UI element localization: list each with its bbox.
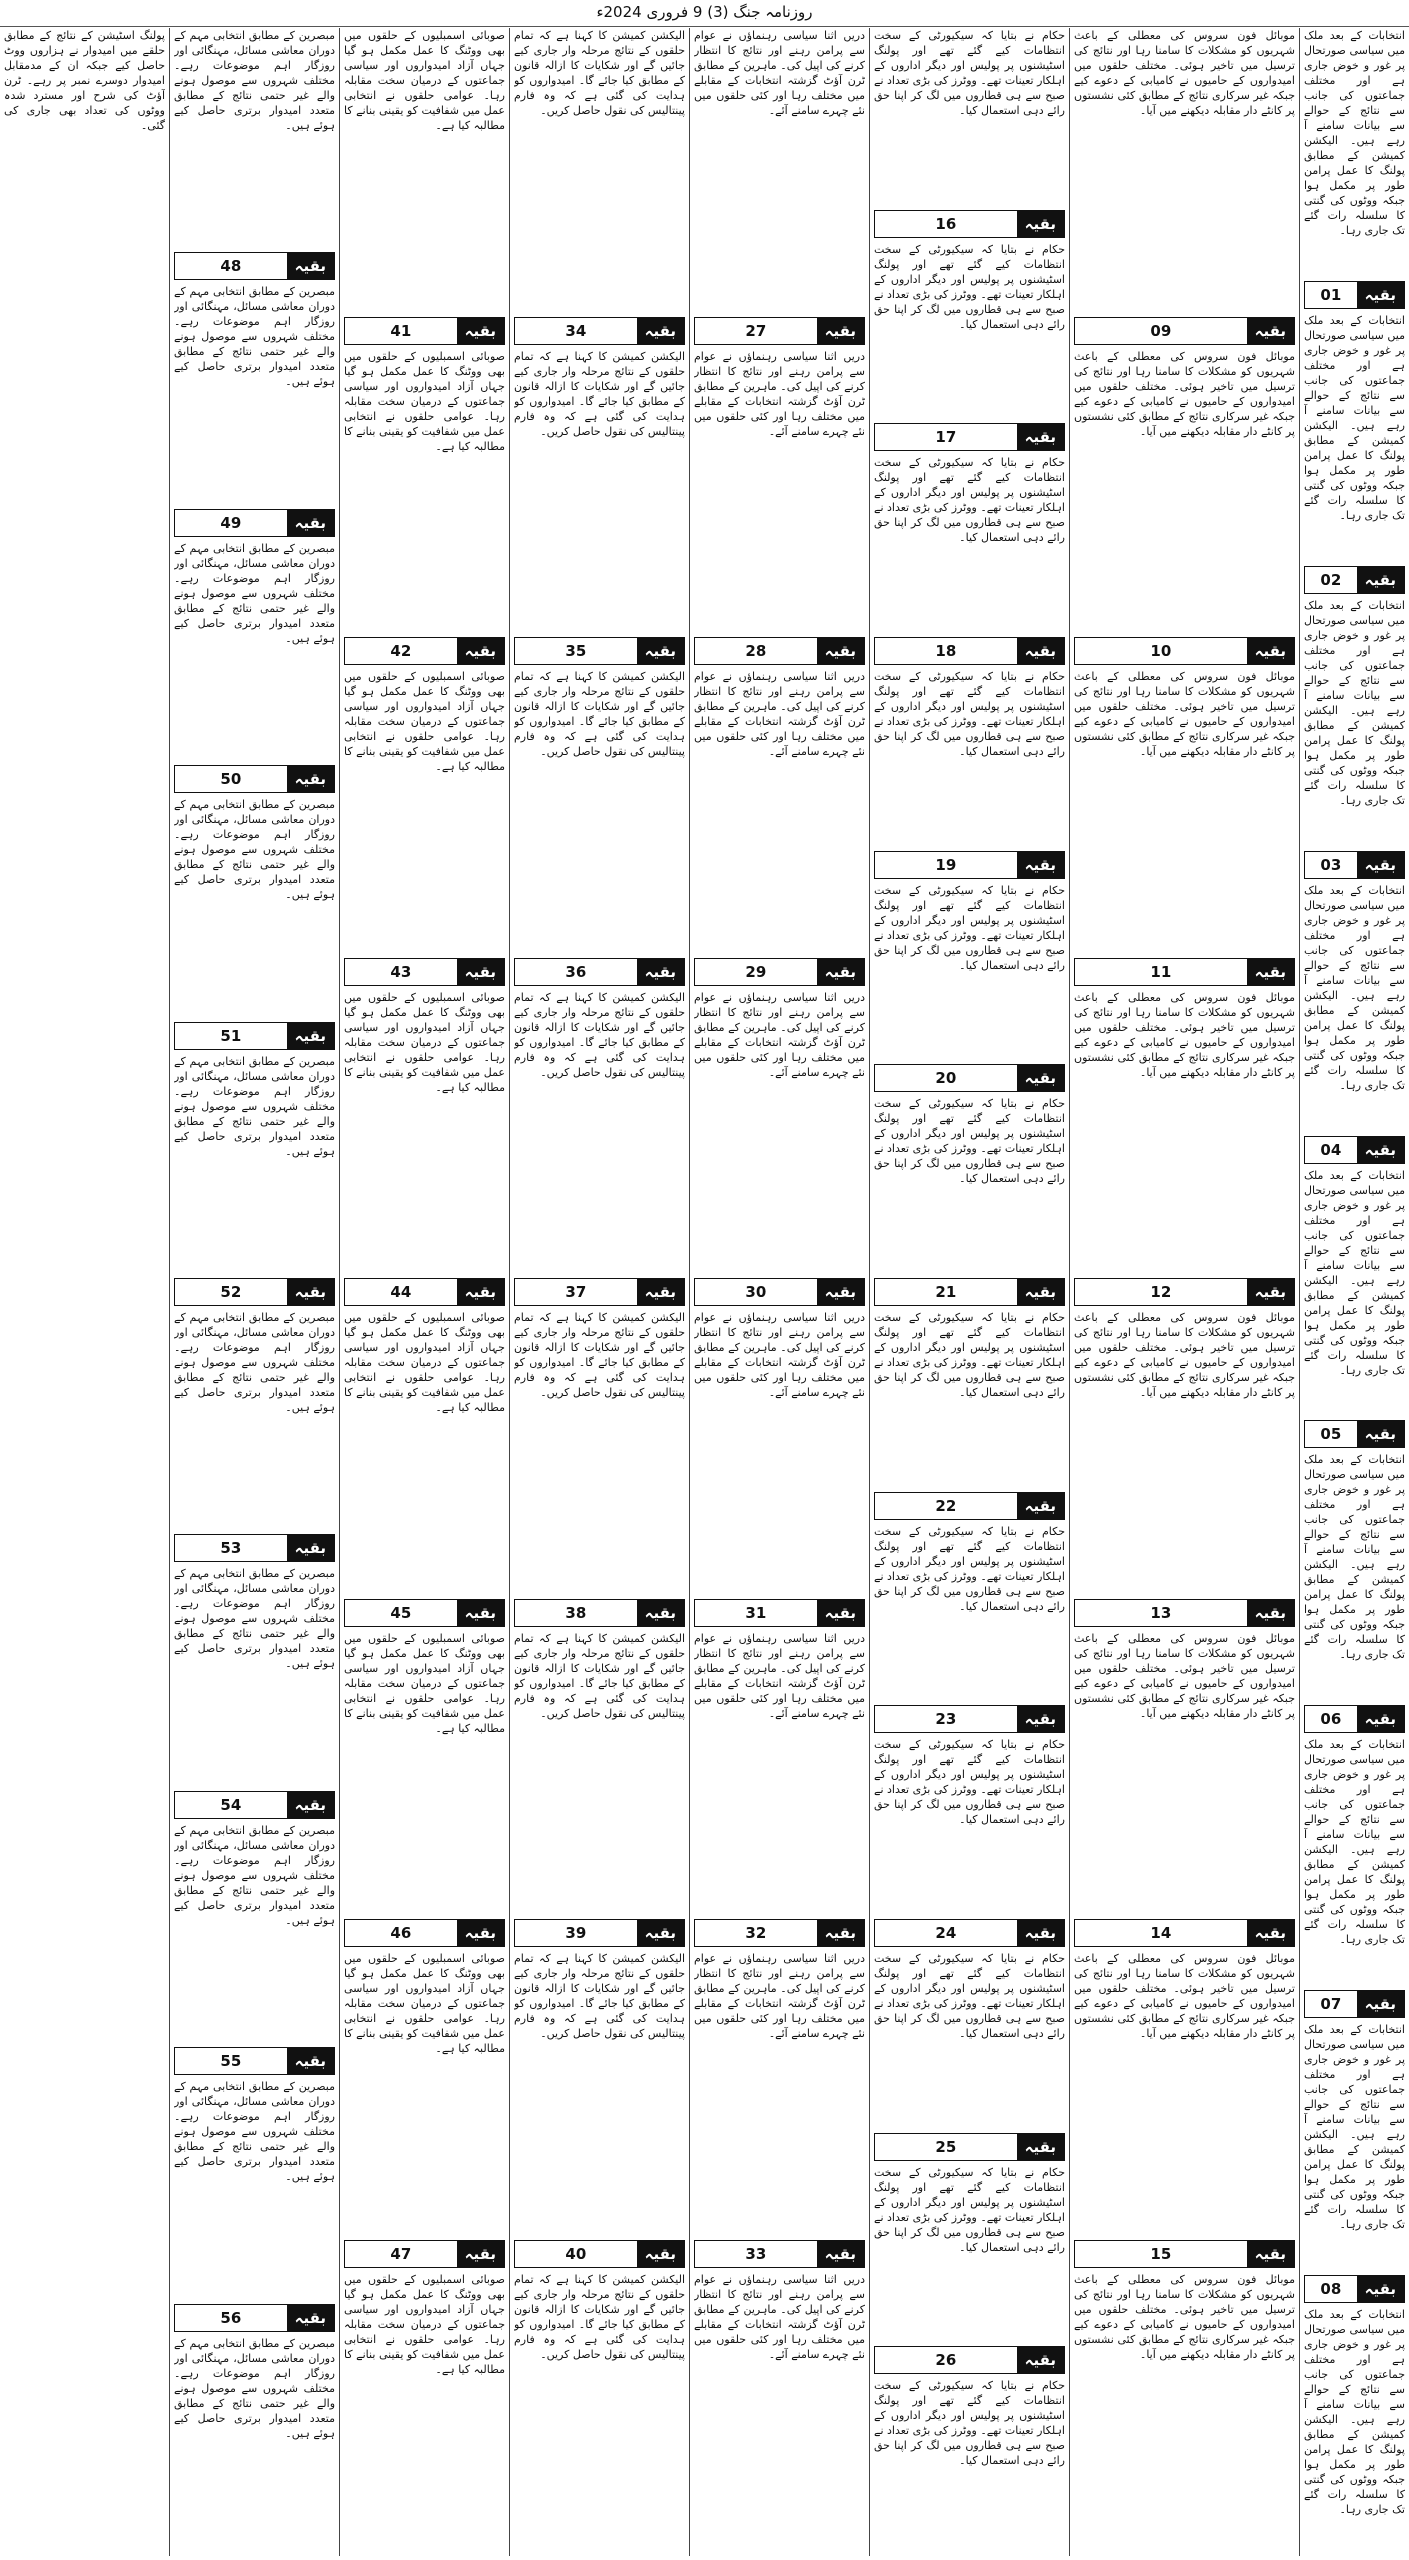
column-3: [869, 28, 1069, 2556]
continuation-marker: [344, 2240, 505, 2268]
article-text: مبصرین کے مطابق انتخابی مہم کے دوران معاشی مسائل، مہنگائی اور روزگار اہم موضوعات رہے۔ مختلف شہروں سے موصول ہونے والے غیر حتمی نتائج کے مطابق متعدد امیدوار برتری حاصل کیے ہوئے ہیں۔: [174, 1311, 335, 1415]
continuation-label: بقیہ: [817, 638, 864, 664]
article-text: انتخابات کے بعد ملک میں سیاسی صورتحال پر غور و خوض جاری ہے اور مختلف جماعتوں کی جانب سے نتائج کے حوالے سے بیانات سامنے آ رہے ہیں۔ الیکشن کمیشن کے مطابق پولنگ کا عمل پرامن طور پر مکمل ہوا جبکہ ووٹوں کی گنتی کا سلسلہ رات گئے تک جاری رہا۔: [1304, 1738, 1405, 1947]
article-text: پولنگ اسٹیشن کے نتائج کے مطابق حلقے میں امیدوار نے ہزاروں ووٹ حاصل کیے جبکہ ان کے مدمقابل امیدوار دوسرے نمبر پر رہے۔ ٹرن آؤٹ کی شرح اور مسترد شدہ ووٹوں کی تعداد بھی جاری کی گئی۔: [4, 29, 165, 132]
continuation-label: بقیہ: [1357, 852, 1404, 878]
continuation-marker: [1074, 1919, 1295, 1947]
continuation-marker: [344, 637, 505, 665]
continuation-number: 28: [745, 642, 767, 660]
column-content: [694, 28, 865, 2556]
article-text: مبصرین کے مطابق انتخابی مہم کے دوران معاشی مسائل، مہنگائی اور روزگار اہم موضوعات رہے۔ مختلف شہروں سے موصول ہونے والے غیر حتمی نتائج کے مطابق متعدد امیدوار برتری حاصل کیے ہوئے ہیں۔: [174, 29, 335, 132]
continuation-marker: [694, 317, 865, 345]
column-content: [1304, 28, 1405, 2556]
continuation-number: 24: [935, 1924, 957, 1943]
article-text: الیکشن کمیشن کا کہنا ہے کہ تمام حلقوں کے نتائج مرحلہ وار جاری کیے جائیں گے اور شکایات کا ازالہ قانون کے مطابق کیا جائے گا۔ امیدواروں کو ہدایت کی گئی ہے کہ وہ فارم پینتالیس کی نقول حاصل کریں۔: [514, 2272, 685, 2361]
article-text: انتخابات کے بعد ملک میں سیاسی صورتحال پر غور و خوض جاری ہے اور مختلف جماعتوں کی جانب سے نتائج کے حوالے سے بیانات سامنے آ رہے ہیں۔ الیکشن کمیشن کے مطابق پولنگ کا عمل پرامن طور پر مکمل ہوا جبکہ ووٹوں کی گنتی کا سلسلہ رات گئے تک جاری رہا۔: [1304, 313, 1405, 522]
article-text: الیکشن کمیشن کا کہنا ہے کہ تمام حلقوں کے نتائج مرحلہ وار جاری کیے جائیں گے اور شکایات کا ازالہ قانون کے مطابق کیا جائے گا۔ امیدواروں کو ہدایت کی گئی ہے کہ وہ فارم پینتالیس کی نقول حاصل کریں۔: [514, 990, 685, 1079]
continuation-label: بقیہ: [637, 959, 684, 985]
article-text: دریں اثنا سیاسی رہنماؤں نے عوام سے پرامن رہنے اور نتائج کا انتظار کرنے کی اپیل کی۔ ماہرین کے مطابق ٹرن آؤٹ گزشتہ انتخابات کے مقابلے میں مختلف رہا اور کئی حلقوں میں نئے چہرے سامنے آئے۔: [694, 1952, 865, 2040]
continuation-number: 25: [935, 2137, 957, 2156]
article-text: دریں اثنا سیاسی رہنماؤں نے عوام سے پرامن رہنے اور نتائج کا انتظار کرنے کی اپیل کی۔ ماہرین کے مطابق ٹرن آؤٹ گزشتہ انتخابات کے مقابلے میں مختلف رہا اور کئی حلقوں میں نئے چہرے سامنے آئے۔: [694, 670, 865, 758]
continuation-label: بقیہ: [817, 2241, 864, 2267]
continuation-label: بقیہ: [817, 1600, 864, 1626]
continuation-marker: [174, 1791, 335, 1819]
continuation-number: 38: [565, 1603, 587, 1622]
continuation-marker: [694, 1919, 865, 1947]
article-text: الیکشن کمیشن کا کہنا ہے کہ تمام حلقوں کے نتائج مرحلہ وار جاری کیے جائیں گے اور شکایات کا ازالہ قانون کے مطابق کیا جائے گا۔ امیدواروں کو ہدایت کی گئی ہے کہ وہ فارم پینتالیس کی نقول حاصل کریں۔: [514, 349, 685, 438]
article-text: موبائل فون سروس کی معطلی کے باعث شہریوں کو مشکلات کا سامنا رہا اور نتائج کی ترسیل میں تاخیر ہوئی۔ مختلف حلقوں میں امیدواروں کے حامیوں نے کامیابی کے دعوے کیے جبکہ غیر سرکاری نتائج کے مطابق کئی نشستوں پر کانٹے دار مقابلہ دیکھنے میں آیا۔: [1074, 2272, 1295, 2361]
continuation-marker: [174, 1534, 335, 1562]
continuation-number: 32: [745, 1924, 767, 1942]
continuation-number: 04: [1320, 1140, 1342, 1159]
column-content: [1074, 28, 1295, 2556]
column-5: [509, 28, 689, 2556]
article-text: الیکشن کمیشن کا کہنا ہے کہ تمام حلقوں کے نتائج مرحلہ وار جاری کیے جائیں گے اور شکایات کا ازالہ قانون کے مطابق کیا جائے گا۔ امیدواروں کو ہدایت کی گئی ہے کہ وہ فارم پینتالیس کی نقول حاصل کریں۔: [514, 1631, 685, 1720]
article-text: مبصرین کے مطابق انتخابی مہم کے دوران معاشی مسائل، مہنگائی اور روزگار اہم موضوعات رہے۔ مختلف شہروں سے موصول ہونے والے غیر حتمی نتائج کے مطابق متعدد امیدوار برتری حاصل کیے ہوئے ہیں۔: [174, 798, 335, 902]
continuation-label: بقیہ: [817, 1279, 864, 1305]
continuation-label: بقیہ: [1017, 2347, 1064, 2373]
continuation-marker: [174, 509, 335, 537]
article-text: حکام نے بتایا کہ سیکیورٹی کے سخت انتظامات کیے گئے تھے اور پولنگ اسٹیشنوں پر پولیس اور دیگر اداروں کے اہلکار تعینات تھے۔ ووٹرز کی بڑی تعداد نے صبح سے ہی قطاروں میں لگ کر اپنا حق رائے دہی استعمال کیا۔: [874, 456, 1065, 545]
article-text: صوبائی اسمبلیوں کے حلقوں میں بھی ووٹنگ کا عمل مکمل ہو گیا جہاں آزاد امیدواروں اور سیاسی جماعتوں کے درمیان سخت مقابلہ رہا۔ عوامی حلقوں نے انتخابی عمل میں شفافیت کو یقینی بنانے کا مطالبہ کیا ہے۔: [344, 990, 505, 1094]
continuation-marker: [874, 851, 1065, 879]
continuation-number: 05: [1320, 1425, 1342, 1444]
continuation-number: 01: [1320, 285, 1342, 304]
continuation-label: بقیہ: [1247, 1920, 1294, 1946]
continuation-label: بقیہ: [1017, 638, 1064, 664]
article-text: الیکشن کمیشن کا کہنا ہے کہ تمام حلقوں کے نتائج مرحلہ وار جاری کیے جائیں گے اور شکایات کا ازالہ قانون کے مطابق کیا جائے گا۔ امیدواروں کو ہدایت کی گئی ہے کہ وہ فارم پینتالیس کی نقول حاصل کریں۔: [514, 670, 685, 758]
article-text: دریں اثنا سیاسی رہنماؤں نے عوام سے پرامن رہنے اور نتائج کا انتظار کرنے کی اپیل کی۔ ماہرین کے مطابق ٹرن آؤٹ گزشتہ انتخابات کے مقابلے میں مختلف رہا اور کئی حلقوں میں نئے چہرے سامنے آئے۔: [694, 29, 865, 117]
continuation-number: 19: [935, 855, 957, 874]
continuation-number: 45: [390, 1603, 412, 1622]
continuation-marker: [1074, 1599, 1295, 1627]
continuation-label: بقیہ: [1357, 1991, 1404, 2017]
continuation-marker: [1304, 281, 1405, 309]
article-text: حکام نے بتایا کہ سیکیورٹی کے سخت انتظامات کیے گئے تھے اور پولنگ اسٹیشنوں پر پولیس اور دیگر اداروں کے اہلکار تعینات تھے۔ ووٹرز کی بڑی تعداد نے صبح سے ہی قطاروں میں لگ کر اپنا حق رائے دہی استعمال کیا۔: [874, 2379, 1065, 2468]
continuation-marker: [874, 1919, 1065, 1947]
continuation-label: بقیہ: [1247, 1600, 1294, 1626]
continuation-number: 07: [1320, 1995, 1342, 2014]
continuation-label: بقیہ: [457, 638, 504, 664]
article-text: حکام نے بتایا کہ سیکیورٹی کے سخت انتظامات کیے گئے تھے اور پولنگ اسٹیشنوں پر پولیس اور دیگر اداروں کے اہلکار تعینات تھے۔ ووٹرز کی بڑی تعداد نے صبح سے ہی قطاروں میں لگ کر اپنا حق رائے دہی استعمال کیا۔: [874, 670, 1065, 759]
article-text: موبائل فون سروس کی معطلی کے باعث شہریوں کو مشکلات کا سامنا رہا اور نتائج کی ترسیل میں تاخیر ہوئی۔ مختلف حلقوں میں امیدواروں کے حامیوں نے کامیابی کے دعوے کیے جبکہ غیر سرکاری نتائج کے مطابق کئی نشستوں پر کانٹے دار مقابلہ دیکھنے میں آیا۔: [1074, 670, 1295, 758]
continuation-number: 43: [390, 962, 412, 981]
continuation-number: 53: [220, 1539, 242, 1558]
continuation-label: بقیہ: [1017, 1706, 1064, 1732]
continuation-number: 03: [1320, 855, 1342, 874]
continuation-label: بقیہ: [287, 2305, 334, 2331]
article-text: انتخابات کے بعد ملک میں سیاسی صورتحال پر غور و خوض جاری ہے اور مختلف جماعتوں کی جانب سے نتائج کے حوالے سے بیانات سامنے آ رہے ہیں۔ الیکشن کمیشن کے مطابق پولنگ کا عمل پرامن طور پر مکمل ہوا جبکہ ووٹوں کی گنتی کا سلسلہ رات گئے تک جاری رہا۔: [1304, 598, 1405, 807]
continuation-label: بقیہ: [1017, 1920, 1064, 1946]
column-content: [874, 28, 1065, 2556]
continuation-marker: [514, 2240, 685, 2268]
continuation-number: 30: [745, 1283, 767, 1301]
continuation-marker: [344, 1599, 505, 1627]
continuation-number: 11: [1150, 962, 1172, 981]
continuation-label: بقیہ: [457, 318, 504, 344]
continuation-marker: [874, 423, 1065, 451]
continuation-marker: [874, 637, 1065, 665]
article-text: حکام نے بتایا کہ سیکیورٹی کے سخت انتظامات کیے گئے تھے اور پولنگ اسٹیشنوں پر پولیس اور دیگر اداروں کے اہلکار تعینات تھے۔ ووٹرز کی بڑی تعداد نے صبح سے ہی قطاروں میں لگ کر اپنا حق رائے دہی استعمال کیا۔: [874, 1738, 1065, 1827]
continuation-label: بقیہ: [1017, 211, 1064, 237]
continuation-marker: [1304, 1136, 1405, 1164]
continuation-number: 09: [1150, 321, 1172, 340]
continuation-marker: [1074, 1278, 1295, 1306]
continuation-marker: [694, 2240, 865, 2268]
article-text: انتخابات کے بعد ملک میں سیاسی صورتحال پر غور و خوض جاری ہے اور مختلف جماعتوں کی جانب سے نتائج کے حوالے سے بیانات سامنے آ رہے ہیں۔ الیکشن کمیشن کے مطابق پولنگ کا عمل پرامن طور پر مکمل ہوا جبکہ ووٹوں کی گنتی کا سلسلہ رات گئے تک جاری رہا۔: [1304, 29, 1405, 237]
article-text: صوبائی اسمبلیوں کے حلقوں میں بھی ووٹنگ کا عمل مکمل ہو گیا جہاں آزاد امیدواروں اور سیاسی جماعتوں کے درمیان سخت مقابلہ رہا۔ عوامی حلقوں نے انتخابی عمل میں شفافیت کو یقینی بنانے کا مطالبہ کیا ہے۔: [344, 349, 505, 453]
continuation-label: بقیہ: [287, 253, 334, 279]
continuation-marker: [1074, 958, 1295, 986]
continuation-label: بقیہ: [817, 318, 864, 344]
article-text: حکام نے بتایا کہ سیکیورٹی کے سخت انتظامات کیے گئے تھے اور پولنگ اسٹیشنوں پر پولیس اور دیگر اداروں کے اہلکار تعینات تھے۔ ووٹرز کی بڑی تعداد نے صبح سے ہی قطاروں میں لگ کر اپنا حق رائے دہی استعمال کیا۔: [874, 883, 1065, 972]
continuation-number: 14: [1150, 1924, 1172, 1942]
continuation-marker: [344, 317, 505, 345]
article-text: انتخابات کے بعد ملک میں سیاسی صورتحال پر غور و خوض جاری ہے اور مختلف جماعتوں کی جانب سے نتائج کے حوالے سے بیانات سامنے آ رہے ہیں۔ الیکشن کمیشن کے مطابق پولنگ کا عمل پرامن طور پر مکمل ہوا جبکہ ووٹوں کی گنتی کا سلسلہ رات گئے تک جاری رہا۔: [1304, 1168, 1405, 1377]
continuation-number: 51: [220, 1026, 242, 1045]
continuation-label: بقیہ: [457, 1600, 504, 1626]
continuation-marker: [174, 2304, 335, 2332]
continuation-number: 17: [935, 428, 957, 447]
continuation-label: بقیہ: [1017, 424, 1064, 450]
continuation-number: 39: [565, 1924, 587, 1942]
continuation-number: 46: [390, 1924, 412, 1942]
continuation-marker: [174, 2047, 335, 2075]
continuation-marker: [874, 1064, 1065, 1092]
continuation-label: بقیہ: [457, 1279, 504, 1305]
article-text: الیکشن کمیشن کا کہنا ہے کہ تمام حلقوں کے نتائج مرحلہ وار جاری کیے جائیں گے اور شکایات کا ازالہ قانون کے مطابق کیا جائے گا۔ امیدواروں کو ہدایت کی گئی ہے کہ وہ فارم پینتالیس کی نقول حاصل کریں۔: [514, 29, 685, 117]
continuation-marker: [694, 637, 865, 665]
continuation-marker: [514, 1278, 685, 1306]
column-content: [514, 28, 685, 2556]
column-content: [344, 28, 505, 2556]
article-text: انتخابات کے بعد ملک میں سیاسی صورتحال پر غور و خوض جاری ہے اور مختلف جماعتوں کی جانب سے نتائج کے حوالے سے بیانات سامنے آ رہے ہیں۔ الیکشن کمیشن کے مطابق پولنگ کا عمل پرامن طور پر مکمل ہوا جبکہ ووٹوں کی گنتی کا سلسلہ رات گئے تک جاری رہا۔: [1304, 1453, 1405, 1662]
article-text: صوبائی اسمبلیوں کے حلقوں میں بھی ووٹنگ کا عمل مکمل ہو گیا جہاں آزاد امیدواروں اور سیاسی جماعتوں کے درمیان سخت مقابلہ رہا۔ عوامی حلقوں نے انتخابی عمل میں شفافیت کو یقینی بنانے کا مطالبہ کیا ہے۔: [344, 1631, 505, 1735]
continuation-label: بقیہ: [1357, 1137, 1404, 1163]
column-1: [1299, 28, 1409, 2556]
continuation-label: بقیہ: [1357, 1421, 1404, 1447]
continuation-label: بقیہ: [1247, 2241, 1294, 2267]
continuation-marker: [1074, 637, 1295, 665]
continuation-label: بقیہ: [1357, 2276, 1404, 2302]
page-header: روزنامہ جنگ (3) 9 فروری 2024ء: [0, 0, 1409, 27]
continuation-number: 56: [220, 2308, 242, 2327]
continuation-label: بقیہ: [637, 1279, 684, 1305]
article-text: دریں اثنا سیاسی رہنماؤں نے عوام سے پرامن رہنے اور نتائج کا انتظار کرنے کی اپیل کی۔ ماہرین کے مطابق ٹرن آؤٹ گزشتہ انتخابات کے مقابلے میں مختلف رہا اور کئی حلقوں میں نئے چہرے سامنے آئے۔: [694, 1311, 865, 1399]
continuation-number: 02: [1320, 570, 1342, 589]
continuation-marker: [1304, 566, 1405, 594]
article-text: موبائل فون سروس کی معطلی کے باعث شہریوں کو مشکلات کا سامنا رہا اور نتائج کی ترسیل میں تاخیر ہوئی۔ مختلف حلقوں میں امیدواروں کے حامیوں نے کامیابی کے دعوے کیے جبکہ غیر سرکاری نتائج کے مطابق کئی نشستوں پر کانٹے دار مقابلہ دیکھنے میں آیا۔: [1074, 349, 1295, 438]
continuation-marker: [1304, 1420, 1405, 1448]
article-text: مبصرین کے مطابق انتخابی مہم کے دوران معاشی مسائل، مہنگائی اور روزگار اہم موضوعات رہے۔ مختلف شہروں سے موصول ہونے والے غیر حتمی نتائج کے مطابق متعدد امیدوار برتری حاصل کیے ہوئے ہیں۔: [174, 2080, 335, 2184]
continuation-number: 10: [1150, 642, 1172, 660]
continuation-label: بقیہ: [1357, 1706, 1404, 1732]
continuation-marker: [174, 252, 335, 280]
continuation-marker: [344, 1919, 505, 1947]
continuation-number: 06: [1320, 1710, 1342, 1729]
continuation-label: بقیہ: [1017, 1065, 1064, 1091]
continuation-number: 12: [1150, 1283, 1172, 1301]
article-text: صوبائی اسمبلیوں کے حلقوں میں بھی ووٹنگ کا عمل مکمل ہو گیا جہاں آزاد امیدواروں اور سیاسی جماعتوں کے درمیان سخت مقابلہ رہا۔ عوامی حلقوں نے انتخابی عمل میں شفافیت کو یقینی بنانے کا مطالبہ کیا ہے۔: [344, 1952, 505, 2055]
continuation-marker: [1304, 2275, 1405, 2303]
continuation-number: 16: [935, 214, 957, 233]
continuation-number: 15: [1150, 2244, 1172, 2263]
continuation-label: بقیہ: [1017, 1279, 1064, 1305]
continuation-marker: [874, 1705, 1065, 1733]
continuation-marker: [174, 1022, 335, 1050]
continuation-label: بقیہ: [1247, 318, 1294, 344]
article-text: دریں اثنا سیاسی رہنماؤں نے عوام سے پرامن رہنے اور نتائج کا انتظار کرنے کی اپیل کی۔ ماہرین کے مطابق ٹرن آؤٹ گزشتہ انتخابات کے مقابلے میں مختلف رہا اور کئی حلقوں میں نئے چہرے سامنے آئے۔: [694, 1631, 865, 1720]
article-text: حکام نے بتایا کہ سیکیورٹی کے سخت انتظامات کیے گئے تھے اور پولنگ اسٹیشنوں پر پولیس اور دیگر اداروں کے اہلکار تعینات تھے۔ ووٹرز کی بڑی تعداد نے صبح سے ہی قطاروں میں لگ کر اپنا حق رائے دہی استعمال کیا۔: [874, 2165, 1065, 2254]
continuation-label: بقیہ: [637, 1600, 684, 1626]
continuation-marker: [174, 765, 335, 793]
article-text: انتخابات کے بعد ملک میں سیاسی صورتحال پر غور و خوض جاری ہے اور مختلف جماعتوں کی جانب سے نتائج کے حوالے سے بیانات سامنے آ رہے ہیں۔ الیکشن کمیشن کے مطابق پولنگ کا عمل پرامن طور پر مکمل ہوا جبکہ ووٹوں کی گنتی کا سلسلہ رات گئے تک جاری رہا۔: [1304, 2308, 1405, 2517]
continuation-marker: [874, 1492, 1065, 1520]
column-2: [1069, 28, 1299, 2556]
article-text: موبائل فون سروس کی معطلی کے باعث شہریوں کو مشکلات کا سامنا رہا اور نتائج کی ترسیل میں تاخیر ہوئی۔ مختلف حلقوں میں امیدواروں کے حامیوں نے کامیابی کے دعوے کیے جبکہ غیر سرکاری نتائج کے مطابق کئی نشستوں پر کانٹے دار مقابلہ دیکھنے میں آیا۔: [1074, 29, 1295, 117]
continuation-label: بقیہ: [1017, 852, 1064, 878]
article-text: دریں اثنا سیاسی رہنماؤں نے عوام سے پرامن رہنے اور نتائج کا انتظار کرنے کی اپیل کی۔ ماہرین کے مطابق ٹرن آؤٹ گزشتہ انتخابات کے مقابلے میں مختلف رہا اور کئی حلقوں میں نئے چہرے سامنے آئے۔: [694, 349, 865, 438]
column-4: [689, 28, 869, 2556]
continuation-number: 52: [220, 1283, 242, 1302]
continuation-marker: [174, 1278, 335, 1306]
continuation-number: 22: [935, 1496, 957, 1515]
column-8: [0, 28, 169, 2556]
continuation-number: 44: [390, 1283, 412, 1301]
article-text: موبائل فون سروس کی معطلی کے باعث شہریوں کو مشکلات کا سامنا رہا اور نتائج کی ترسیل میں تاخیر ہوئی۔ مختلف حلقوں میں امیدواروں کے حامیوں نے کامیابی کے دعوے کیے جبکہ غیر سرکاری نتائج کے مطابق کئی نشستوں پر کانٹے دار مقابلہ دیکھنے میں آیا۔: [1074, 1311, 1295, 1399]
continuation-label: بقیہ: [1017, 1493, 1064, 1519]
continuation-number: 34: [565, 321, 587, 340]
continuation-marker: [514, 958, 685, 986]
continuation-number: 54: [220, 1795, 242, 1814]
continuation-label: بقیہ: [1017, 2134, 1064, 2160]
continuation-number: 26: [935, 2351, 957, 2370]
continuation-marker: [514, 1919, 685, 1947]
article-text: حکام نے بتایا کہ سیکیورٹی کے سخت انتظامات کیے گئے تھے اور پولنگ اسٹیشنوں پر پولیس اور دیگر اداروں کے اہلکار تعینات تھے۔ ووٹرز کی بڑی تعداد نے صبح سے ہی قطاروں میں لگ کر اپنا حق رائے دہی استعمال کیا۔: [874, 242, 1065, 331]
article-text: مبصرین کے مطابق انتخابی مہم کے دوران معاشی مسائل، مہنگائی اور روزگار اہم موضوعات رہے۔ مختلف شہروں سے موصول ہونے والے غیر حتمی نتائج کے مطابق متعدد امیدوار برتری حاصل کیے ہوئے ہیں۔: [174, 285, 335, 389]
article-text: مبصرین کے مطابق انتخابی مہم کے دوران معاشی مسائل، مہنگائی اور روزگار اہم موضوعات رہے۔ مختلف شہروں سے موصول ہونے والے غیر حتمی نتائج کے مطابق متعدد امیدوار برتری حاصل کیے ہوئے ہیں۔: [174, 2336, 335, 2440]
article-text: موبائل فون سروس کی معطلی کے باعث شہریوں کو مشکلات کا سامنا رہا اور نتائج کی ترسیل میں تاخیر ہوئی۔ مختلف حلقوں میں امیدواروں کے حامیوں نے کامیابی کے دعوے کیے جبکہ غیر سرکاری نتائج کے مطابق کئی نشستوں پر کانٹے دار مقابلہ دیکھنے میں آیا۔: [1074, 990, 1295, 1079]
column-content: [4, 28, 165, 2556]
continuation-label: بقیہ: [287, 766, 334, 792]
continuation-label: بقیہ: [637, 318, 684, 344]
continuation-marker: [344, 958, 505, 986]
article-text: موبائل فون سروس کی معطلی کے باعث شہریوں کو مشکلات کا سامنا رہا اور نتائج کی ترسیل میں تاخیر ہوئی۔ مختلف حلقوں میں امیدواروں کے حامیوں نے کامیابی کے دعوے کیے جبکہ غیر سرکاری نتائج کے مطابق کئی نشستوں پر کانٹے دار مقابلہ دیکھنے میں آیا۔: [1074, 1952, 1295, 2040]
continuation-label: بقیہ: [817, 1920, 864, 1946]
article-text: مبصرین کے مطابق انتخابی مہم کے دوران معاشی مسائل، مہنگائی اور روزگار اہم موضوعات رہے۔ مختلف شہروں سے موصول ہونے والے غیر حتمی نتائج کے مطابق متعدد امیدوار برتری حاصل کیے ہوئے ہیں۔: [174, 541, 335, 645]
continuation-number: 27: [745, 321, 767, 340]
continuation-label: بقیہ: [457, 959, 504, 985]
article-text: مبصرین کے مطابق انتخابی مہم کے دوران معاشی مسائل، مہنگائی اور روزگار اہم موضوعات رہے۔ مختلف شہروں سے موصول ہونے والے غیر حتمی نتائج کے مطابق متعدد امیدوار برتری حاصل کیے ہوئے ہیں۔: [174, 1054, 335, 1158]
article-text: مبصرین کے مطابق انتخابی مہم کے دوران معاشی مسائل، مہنگائی اور روزگار اہم موضوعات رہے۔ مختلف شہروں سے موصول ہونے والے غیر حتمی نتائج کے مطابق متعدد امیدوار برتری حاصل کیے ہوئے ہیں۔: [174, 1823, 335, 1927]
continuation-marker: [514, 317, 685, 345]
article-text: دریں اثنا سیاسی رہنماؤں نے عوام سے پرامن رہنے اور نتائج کا انتظار کرنے کی اپیل کی۔ ماہرین کے مطابق ٹرن آؤٹ گزشتہ انتخابات کے مقابلے میں مختلف رہا اور کئی حلقوں میں نئے چہرے سامنے آئے۔: [694, 2272, 865, 2361]
article-text: صوبائی اسمبلیوں کے حلقوں میں بھی ووٹنگ کا عمل مکمل ہو گیا جہاں آزاد امیدواروں اور سیاسی جماعتوں کے درمیان سخت مقابلہ رہا۔ عوامی حلقوں نے انتخابی عمل میں شفافیت کو یقینی بنانے کا مطالبہ کیا ہے۔: [344, 670, 505, 773]
article-text: حکام نے بتایا کہ سیکیورٹی کے سخت انتظامات کیے گئے تھے اور پولنگ اسٹیشنوں پر پولیس اور دیگر اداروں کے اہلکار تعینات تھے۔ ووٹرز کی بڑی تعداد نے صبح سے ہی قطاروں میں لگ کر اپنا حق رائے دہی استعمال کیا۔: [874, 1524, 1065, 1613]
continuation-marker: [344, 1278, 505, 1306]
article-text: الیکشن کمیشن کا کہنا ہے کہ تمام حلقوں کے نتائج مرحلہ وار جاری کیے جائیں گے اور شکایات کا ازالہ قانون کے مطابق کیا جائے گا۔ امیدواروں کو ہدایت کی گئی ہے کہ وہ فارم پینتالیس کی نقول حاصل کریں۔: [514, 1952, 685, 2040]
continuation-number: 13: [1150, 1603, 1172, 1622]
continuation-marker: [1074, 2240, 1295, 2268]
continuation-label: بقیہ: [817, 959, 864, 985]
continuation-number: 48: [220, 257, 242, 276]
continuation-number: 37: [565, 1283, 587, 1301]
article-text: صوبائی اسمبلیوں کے حلقوں میں بھی ووٹنگ کا عمل مکمل ہو گیا جہاں آزاد امیدواروں اور سیاسی جماعتوں کے درمیان سخت مقابلہ رہا۔ عوامی حلقوں نے انتخابی عمل میں شفافیت کو یقینی بنانے کا مطالبہ کیا ہے۔: [344, 1311, 505, 1414]
continuation-label: بقیہ: [1247, 638, 1294, 664]
continuation-marker: [874, 2133, 1065, 2161]
continuation-number: 21: [935, 1283, 957, 1302]
continuation-marker: [874, 2346, 1065, 2374]
continuation-number: 55: [220, 2052, 242, 2071]
continuation-label: بقیہ: [287, 1535, 334, 1561]
continuation-marker: [874, 210, 1065, 238]
continuation-marker: [514, 637, 685, 665]
article-text: مبصرین کے مطابق انتخابی مہم کے دوران معاشی مسائل، مہنگائی اور روزگار اہم موضوعات رہے۔ مختلف شہروں سے موصول ہونے والے غیر حتمی نتائج کے مطابق متعدد امیدوار برتری حاصل کیے ہوئے ہیں۔: [174, 1567, 335, 1671]
continuation-marker: [514, 1599, 685, 1627]
article-text: حکام نے بتایا کہ سیکیورٹی کے سخت انتظامات کیے گئے تھے اور پولنگ اسٹیشنوں پر پولیس اور دیگر اداروں کے اہلکار تعینات تھے۔ ووٹرز کی بڑی تعداد نے صبح سے ہی قطاروں میں لگ کر اپنا حق رائے دہی استعمال کیا۔: [874, 1952, 1065, 2041]
continuation-marker: [1304, 1705, 1405, 1733]
continuation-label: بقیہ: [457, 2241, 504, 2267]
continuation-label: بقیہ: [637, 2241, 684, 2267]
article-text: صوبائی اسمبلیوں کے حلقوں میں بھی ووٹنگ کا عمل مکمل ہو گیا جہاں آزاد امیدواروں اور سیاسی جماعتوں کے درمیان سخت مقابلہ رہا۔ عوامی حلقوں نے انتخابی عمل میں شفافیت کو یقینی بنانے کا مطالبہ کیا ہے۔: [344, 2272, 505, 2376]
continuation-label: بقیہ: [287, 1792, 334, 1818]
continuation-number: 29: [745, 962, 767, 981]
continuation-number: 50: [220, 770, 242, 789]
article-text: موبائل فون سروس کی معطلی کے باعث شہریوں کو مشکلات کا سامنا رہا اور نتائج کی ترسیل میں تاخیر ہوئی۔ مختلف حلقوں میں امیدواروں کے حامیوں نے کامیابی کے دعوے کیے جبکہ غیر سرکاری نتائج کے مطابق کئی نشستوں پر کانٹے دار مقابلہ دیکھنے میں آیا۔: [1074, 1631, 1295, 1720]
continuation-marker: [1304, 1990, 1405, 2018]
continuation-label: بقیہ: [1357, 567, 1404, 593]
continuation-number: 31: [745, 1603, 767, 1622]
column-6: [339, 28, 509, 2556]
continuation-label: بقیہ: [457, 1920, 504, 1946]
continuation-number: 42: [390, 642, 412, 660]
continuation-label: بقیہ: [287, 1279, 334, 1305]
continuation-marker: [694, 1278, 865, 1306]
continuation-label: بقیہ: [637, 638, 684, 664]
column-7: [169, 28, 339, 2556]
continuation-label: بقیہ: [1247, 1279, 1294, 1305]
continuation-number: 47: [390, 2244, 412, 2263]
continuation-number: 35: [565, 642, 587, 660]
continuation-label: بقیہ: [287, 2048, 334, 2074]
continuation-number: 49: [220, 513, 242, 532]
continuation-label: بقیہ: [1247, 959, 1294, 985]
continuation-label: بقیہ: [287, 1023, 334, 1049]
article-text: دریں اثنا سیاسی رہنماؤں نے عوام سے پرامن رہنے اور نتائج کا انتظار کرنے کی اپیل کی۔ ماہرین کے مطابق ٹرن آؤٹ گزشتہ انتخابات کے مقابلے میں مختلف رہا اور کئی حلقوں میں نئے چہرے سامنے آئے۔: [694, 990, 865, 1079]
article-text: انتخابات کے بعد ملک میں سیاسی صورتحال پر غور و خوض جاری ہے اور مختلف جماعتوں کی جانب سے نتائج کے حوالے سے بیانات سامنے آ رہے ہیں۔ الیکشن کمیشن کے مطابق پولنگ کا عمل پرامن طور پر مکمل ہوا جبکہ ووٹوں کی گنتی کا سلسلہ رات گئے تک جاری رہا۔: [1304, 2023, 1405, 2232]
continuation-number: 23: [935, 1710, 957, 1729]
continuation-marker: [874, 1278, 1065, 1306]
continuation-number: 36: [565, 962, 587, 981]
article-text: صوبائی اسمبلیوں کے حلقوں میں بھی ووٹنگ کا عمل مکمل ہو گیا جہاں آزاد امیدواروں اور سیاسی جماعتوں کے درمیان سخت مقابلہ رہا۔ عوامی حلقوں نے انتخابی عمل میں شفافیت کو یقینی بنانے کا مطالبہ کیا ہے۔: [344, 29, 505, 132]
continuation-marker: [1074, 317, 1295, 345]
continuation-number: 33: [745, 2244, 767, 2263]
article-text: حکام نے بتایا کہ سیکیورٹی کے سخت انتظامات کیے گئے تھے اور پولنگ اسٹیشنوں پر پولیس اور دیگر اداروں کے اہلکار تعینات تھے۔ ووٹرز کی بڑی تعداد نے صبح سے ہی قطاروں میں لگ کر اپنا حق رائے دہی استعمال کیا۔: [874, 1097, 1065, 1186]
article-text: الیکشن کمیشن کا کہنا ہے کہ تمام حلقوں کے نتائج مرحلہ وار جاری کیے جائیں گے اور شکایات کا ازالہ قانون کے مطابق کیا جائے گا۔ امیدواروں کو ہدایت کی گئی ہے کہ وہ فارم پینتالیس کی نقول حاصل کریں۔: [514, 1311, 685, 1399]
continuation-number: 08: [1320, 2280, 1342, 2299]
continuation-number: 41: [390, 321, 412, 340]
continuation-marker: [694, 958, 865, 986]
article-text: انتخابات کے بعد ملک میں سیاسی صورتحال پر غور و خوض جاری ہے اور مختلف جماعتوں کی جانب سے نتائج کے حوالے سے بیانات سامنے آ رہے ہیں۔ الیکشن کمیشن کے مطابق پولنگ کا عمل پرامن طور پر مکمل ہوا جبکہ ووٹوں کی گنتی کا سلسلہ رات گئے تک جاری رہا۔: [1304, 883, 1405, 1092]
continuation-label: بقیہ: [1357, 282, 1404, 308]
continuation-number: 18: [935, 642, 957, 661]
continuation-number: 20: [935, 1069, 957, 1088]
article-text: حکام نے بتایا کہ سیکیورٹی کے سخت انتظامات کیے گئے تھے اور پولنگ اسٹیشنوں پر پولیس اور دیگر اداروں کے اہلکار تعینات تھے۔ ووٹرز کی بڑی تعداد نے صبح سے ہی قطاروں میں لگ کر اپنا حق رائے دہی استعمال کیا۔: [874, 1311, 1065, 1400]
continuation-number: 40: [565, 2244, 587, 2263]
continuation-label: بقیہ: [287, 510, 334, 536]
article-text: حکام نے بتایا کہ سیکیورٹی کے سخت انتظامات کیے گئے تھے اور پولنگ اسٹیشنوں پر پولیس اور دیگر اداروں کے اہلکار تعینات تھے۔ ووٹرز کی بڑی تعداد نے صبح سے ہی قطاروں میں لگ کر اپنا حق رائے دہی استعمال کیا۔: [874, 29, 1065, 117]
column-content: [174, 28, 335, 2556]
continuation-marker: [1304, 851, 1405, 879]
continuation-label: بقیہ: [637, 1920, 684, 1946]
continuation-marker: [694, 1599, 865, 1627]
